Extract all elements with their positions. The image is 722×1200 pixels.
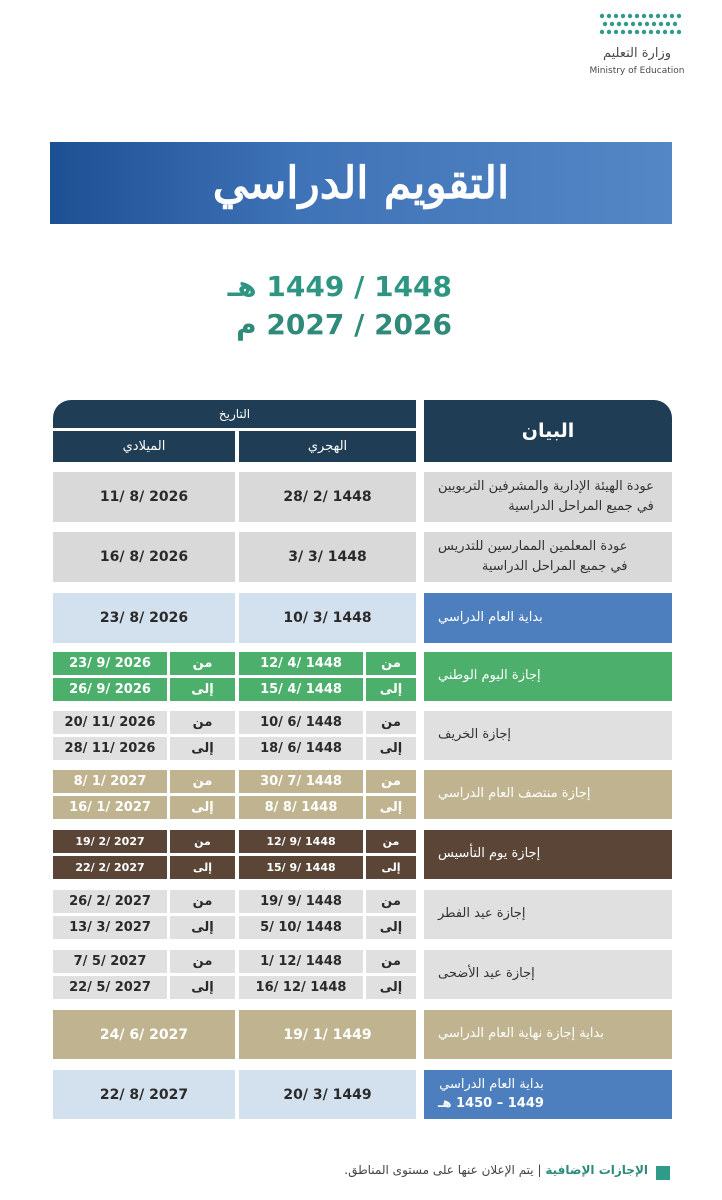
hijri-date: 28/ 2/ 1448 <box>239 472 416 522</box>
from-keyword: من <box>366 652 416 675</box>
from-keyword: من <box>366 890 416 913</box>
row-label: عودة الهيئة الإدارية والمشرفين التربويين في جميع المراحل الدراسية <box>424 472 672 522</box>
gregorian-date: 23/ 8/ 2026 <box>53 593 235 643</box>
from-keyword: من <box>366 711 416 734</box>
to-keyword: إلى <box>170 976 235 999</box>
row-label: إجازة اليوم الوطني <box>424 652 672 701</box>
gregorian-from: 8/ 1/ 2027 <box>53 770 167 793</box>
hijri-to: 8/ 8/ 1448 <box>239 796 363 819</box>
from-keyword: من <box>366 830 416 853</box>
to-keyword: إلى <box>170 678 235 701</box>
to-keyword: إلى <box>366 737 416 760</box>
from-keyword: من <box>170 770 235 793</box>
logo-dots-icon <box>596 10 686 40</box>
from-keyword: من <box>366 950 416 973</box>
footnote <box>344 1163 648 1177</box>
footnote-text: يتم الإعلان عنها على مستوى المناطق. <box>344 1163 534 1177</box>
hijri-from: 19/ 9/ 1448 <box>239 890 363 913</box>
footnote-square-icon <box>656 1166 670 1180</box>
to-keyword: إلى <box>366 856 416 879</box>
row-label: بداية إجازة نهاية العام الدراسي <box>424 1010 672 1059</box>
gregorian-to: 13/ 3/ 2027 <box>53 916 167 939</box>
row-label: إجازة عيد الأضحى <box>424 950 672 999</box>
row-label: إجازة عيد الفطر <box>424 890 672 939</box>
gregorian-date: 22/ 8/ 2027 <box>53 1070 235 1119</box>
to-keyword: إلى <box>170 916 235 939</box>
gregorian-date: 11/ 8/ 2026 <box>53 472 235 522</box>
to-keyword: إلى <box>366 678 416 701</box>
header-item: البيان <box>424 400 672 462</box>
logo-english-text: Ministry of Education <box>589 66 685 76</box>
hijri-to: 15/ 9/ 1448 <box>239 856 363 879</box>
hijri-from: 12/ 9/ 1448 <box>239 830 363 853</box>
page-title: التقويم الدراسي <box>212 157 510 209</box>
to-keyword: إلى <box>170 856 235 879</box>
from-keyword: من <box>170 890 235 913</box>
from-keyword: من <box>170 711 235 734</box>
logo-arabic-text: وزارة التعليم <box>602 46 672 61</box>
hijri-from: 1/ 12/ 1448 <box>239 950 363 973</box>
title-banner <box>50 142 672 224</box>
hijri-to: 15/ 4/ 1448 <box>239 678 363 701</box>
row-label: إجازة منتصف العام الدراسي <box>424 770 672 819</box>
row-label: إجازة يوم التأسيس <box>424 830 672 879</box>
gregorian-date: 16/ 8/ 2026 <box>53 532 235 582</box>
hijri-to: 16/ 12/ 1448 <box>239 976 363 999</box>
gregorian-from: 19/ 2/ 2027 <box>53 830 167 853</box>
gregorian-to: 22/ 5/ 2027 <box>53 976 167 999</box>
to-keyword: إلى <box>170 796 235 819</box>
hijri-date: 3/ 3/ 1448 <box>239 532 416 582</box>
from-keyword: من <box>366 770 416 793</box>
gregorian-to: 16/ 1/ 2027 <box>53 796 167 819</box>
header-gregorian: الميلادي <box>53 431 235 462</box>
gregorian-date: 24/ 6/ 2027 <box>53 1010 235 1059</box>
hijri-date: 10/ 3/ 1448 <box>239 593 416 643</box>
from-keyword: من <box>170 830 235 853</box>
gregorian-year: 2026 / 2027 م <box>236 308 452 341</box>
hijri-to: 18/ 6/ 1448 <box>239 737 363 760</box>
hijri-to: 5/ 10/ 1448 <box>239 916 363 939</box>
hijri-date: 19/ 1/ 1449 <box>239 1010 416 1059</box>
gregorian-to: 26/ 9/ 2026 <box>53 678 167 701</box>
hijri-year: 1448 / 1449 هـ <box>227 270 452 303</box>
gregorian-from: 7/ 5/ 2027 <box>53 950 167 973</box>
row-label: بداية العام الدراسي <box>424 593 672 643</box>
gregorian-from: 26/ 2/ 2027 <box>53 890 167 913</box>
hijri-from: 10/ 6/ 1448 <box>239 711 363 734</box>
gregorian-to: 28/ 11/ 2026 <box>53 737 167 760</box>
row-label: بداية العام الدراسي 1449 – 1450 هـ <box>424 1070 672 1119</box>
from-keyword: من <box>170 950 235 973</box>
footnote-bold: الإجازات الإضافية <box>545 1163 648 1177</box>
to-keyword: إلى <box>170 737 235 760</box>
header-date: التاريخ <box>53 400 416 428</box>
hijri-date: 20/ 3/ 1449 <box>239 1070 416 1119</box>
header-hijri: الهجري <box>239 431 416 462</box>
gregorian-to: 22/ 2/ 2027 <box>53 856 167 879</box>
ministry-logo <box>582 6 692 84</box>
from-keyword: من <box>170 652 235 675</box>
footnote-separator: | <box>537 1163 542 1177</box>
hijri-from: 12/ 4/ 1448 <box>239 652 363 675</box>
to-keyword: إلى <box>366 796 416 819</box>
row-label: عودة المعلمين الممارسين للتدريس في جميع المراحل الدراسية <box>424 532 672 582</box>
to-keyword: إلى <box>366 976 416 999</box>
hijri-from: 30/ 7/ 1448 <box>239 770 363 793</box>
gregorian-from: 23/ 9/ 2026 <box>53 652 167 675</box>
row-label: إجازة الخريف <box>424 711 672 760</box>
gregorian-from: 20/ 11/ 2026 <box>53 711 167 734</box>
to-keyword: إلى <box>366 916 416 939</box>
